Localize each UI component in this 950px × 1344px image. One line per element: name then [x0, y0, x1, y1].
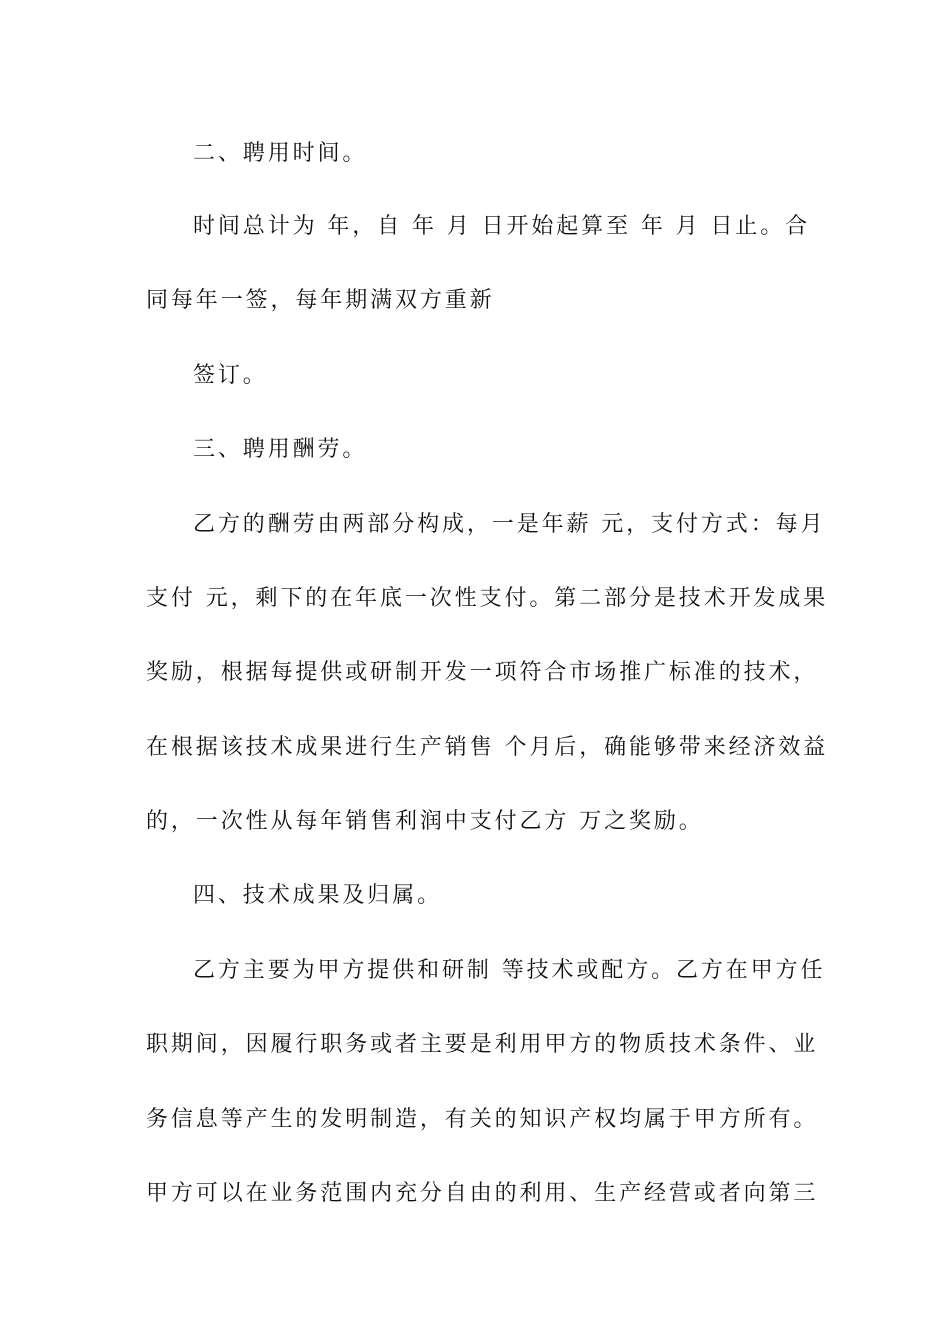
- paragraph-line: 乙方的酬劳由两部分构成，一是年薪 元，支付方式：每月: [193, 512, 826, 537]
- section-heading-remuneration: 三、聘用酬劳。: [193, 437, 368, 462]
- paragraph-line: 支付 元，剩下的在年底一次性支付。第二部分是技术开发成果: [146, 586, 829, 611]
- paragraph-line: 务信息等产生的发明制造，有关的知识产权均属于甲方所有。: [146, 1107, 819, 1132]
- paragraph-line: 时间总计为 年，自 年 月 日开始起算至 年 月 日止。合: [193, 214, 811, 239]
- paragraph-line: 甲方可以在业务范围内充分自由的利用、生产经营或者向第三: [146, 1181, 819, 1206]
- paragraph-line: 的，一次性从每年销售利润中支付乙方 万之奖励。: [146, 809, 704, 834]
- paragraph-line: 签订。: [193, 363, 268, 388]
- paragraph-line: 同每年一签，每年期满双方重新: [146, 288, 495, 313]
- paragraph-line: 职期间，因履行职务或者主要是利用甲方的物质技术条件、业: [146, 1032, 819, 1057]
- section-heading-technical-results: 四、技术成果及归属。: [193, 883, 443, 908]
- paragraph-line: 乙方主要为甲方提供和研制 等技术或配方。乙方在甲方任: [193, 958, 826, 983]
- paragraph-line: 奖励，根据每提供或研制开发一项符合市场推广标准的技术，: [146, 660, 819, 685]
- paragraph-line: 在根据该技术成果进行生产销售 个月后，确能够带来经济效益: [146, 735, 829, 760]
- section-heading-hiring-period: 二、聘用时间。: [193, 141, 368, 166]
